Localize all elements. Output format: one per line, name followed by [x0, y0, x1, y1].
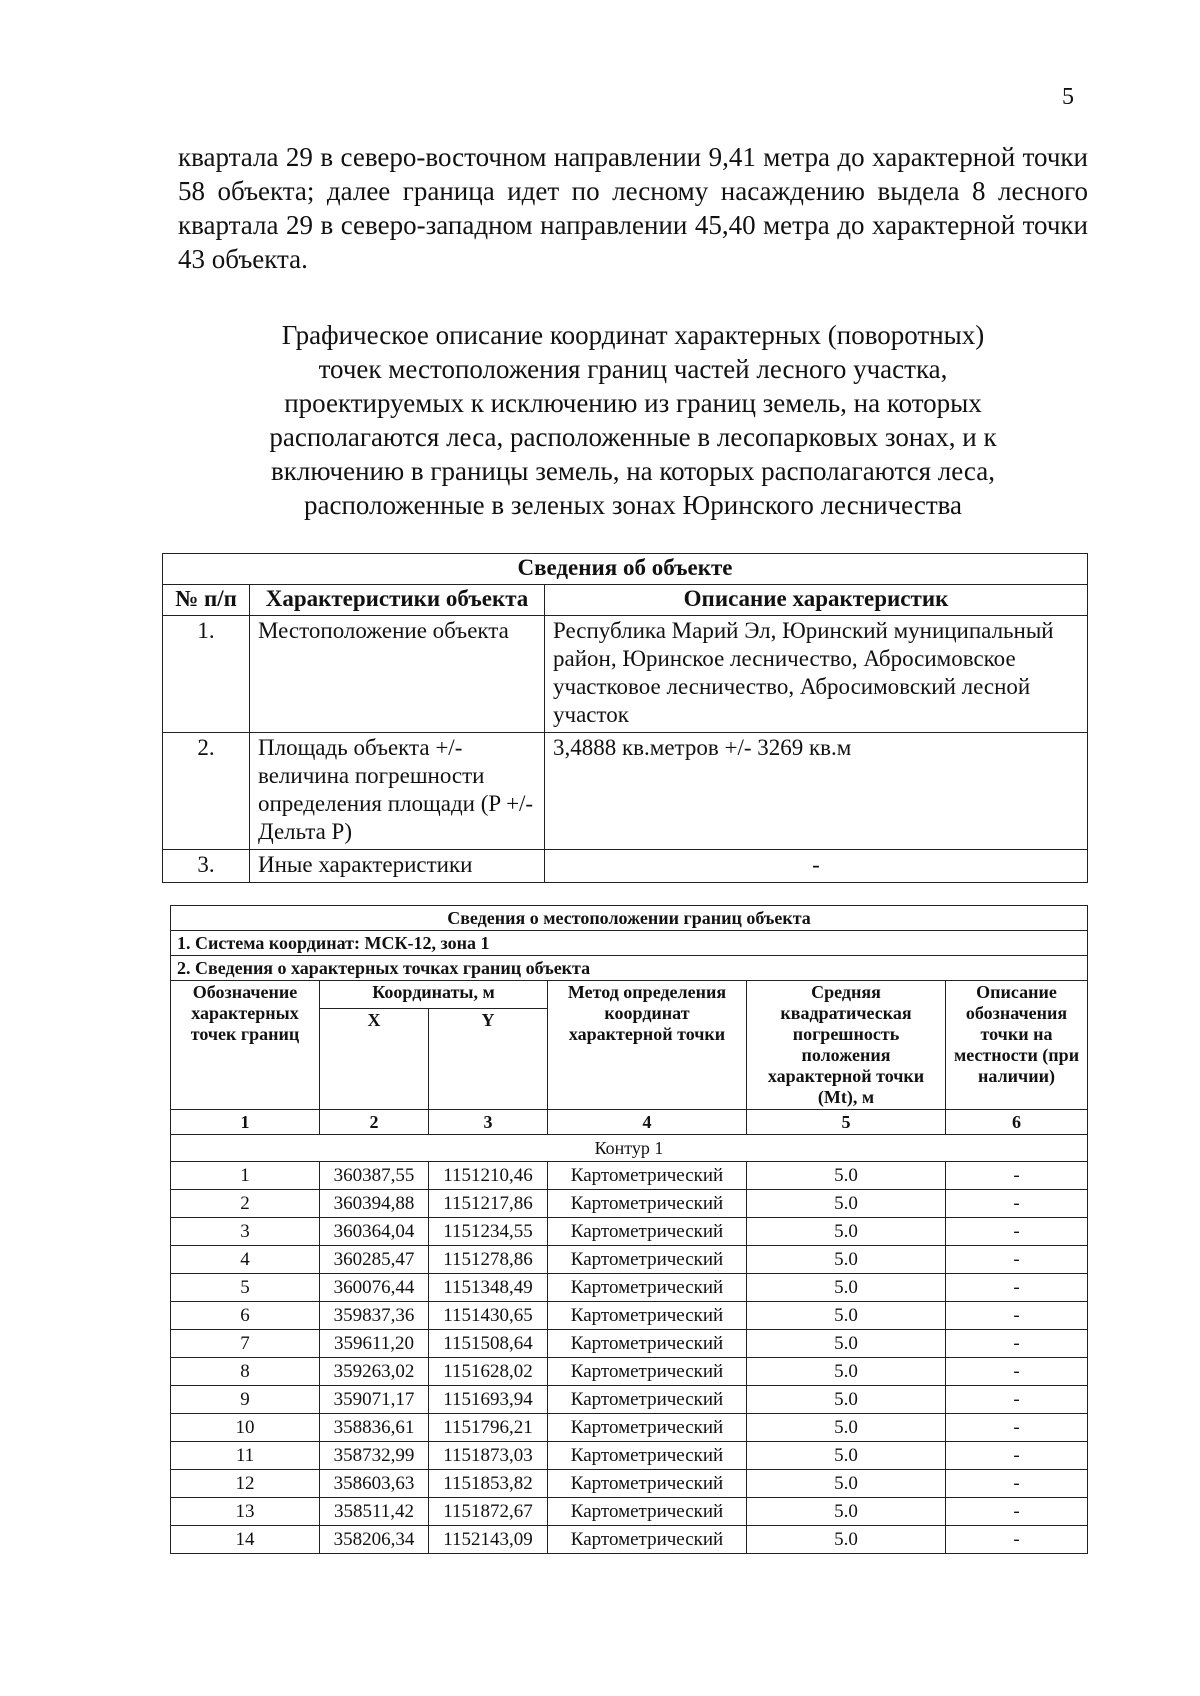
table-row [171, 1162, 1088, 1190]
method-cell: Картометрический [548, 1162, 747, 1190]
point-id-cell: 13 [171, 1498, 320, 1526]
x-coordinate-cell: 358511,42 [320, 1498, 429, 1526]
x-coordinate-cell: 359071,17 [320, 1386, 429, 1414]
point-description-cell: - [946, 1246, 1088, 1274]
point-description-cell: - [946, 1218, 1088, 1246]
x-coordinate-cell: 360387,55 [320, 1162, 429, 1190]
x-coordinate-cell: 359263,02 [320, 1358, 429, 1386]
table-row [171, 1498, 1088, 1526]
row-description: 3,4888 кв.метров +/- 3269 кв.м [545, 733, 1088, 850]
contour-label: Контур 1 [171, 1135, 1088, 1162]
point-id-cell: 10 [171, 1414, 320, 1442]
header-x: X [320, 1009, 429, 1110]
point-description-cell: - [946, 1498, 1088, 1526]
table-row [171, 1470, 1088, 1498]
point-id-cell: 1 [171, 1162, 320, 1190]
error-cell: 5.0 [747, 1526, 946, 1554]
point-description-cell: - [946, 1386, 1088, 1414]
x-coordinate-cell: 358836,61 [320, 1414, 429, 1442]
method-cell: Картометрический [548, 1414, 747, 1442]
error-cell: 5.0 [747, 1274, 946, 1302]
header-error: Средняя квадратическая погрешность положения характерной точки (Mt), м [747, 981, 946, 1110]
section-title-line: включению в границы земель, на которых располагаются леса, [271, 456, 995, 486]
row-num: 3. [163, 850, 250, 883]
object-row [163, 616, 1088, 733]
table-row [171, 1526, 1088, 1554]
table-row [171, 1190, 1088, 1218]
x-coordinate-cell: 358732,99 [320, 1442, 429, 1470]
method-cell: Картометрический [548, 1218, 747, 1246]
points-info-label: 2. Сведения о характерных точках границ объекта [171, 956, 1088, 981]
y-coordinate-cell: 1151234,55 [429, 1218, 548, 1246]
x-coordinate-cell: 360394,88 [320, 1190, 429, 1218]
error-cell: 5.0 [747, 1218, 946, 1246]
table-row [171, 1246, 1088, 1274]
boundary-table-title: Сведения о местоположении границ объекта [171, 906, 1088, 931]
row-description: Республика Марий Эл, Юринский муниципальный район, Юринское лесничество, Абросимовское участковое лесничество, Абросимовский лесной участок [545, 616, 1088, 733]
y-coordinate-cell: 1151873,03 [429, 1442, 548, 1470]
error-cell: 5.0 [747, 1414, 946, 1442]
y-coordinate-cell: 1151217,86 [429, 1190, 548, 1218]
row-characteristic: Иные характеристики [250, 850, 545, 883]
row-characteristic: Местоположение объекта [250, 616, 545, 733]
coord-system-label: 1. Система координат: МСК-12, зона 1 [171, 931, 1088, 956]
y-coordinate-cell: 1151796,21 [429, 1414, 548, 1442]
point-description-cell: - [946, 1442, 1088, 1470]
method-cell: Картометрический [548, 1498, 747, 1526]
error-cell: 5.0 [747, 1190, 946, 1218]
column-index: 6 [946, 1110, 1088, 1135]
section-title-line: расположенные в зеленых зонах Юринского лесничества [304, 490, 962, 520]
header-point-description: Описание обозначения точки на местности (при наличии) [946, 981, 1088, 1110]
row-num: 2. [163, 733, 250, 850]
method-cell: Картометрический [548, 1302, 747, 1330]
table-row [171, 1414, 1088, 1442]
y-coordinate-cell: 1151872,67 [429, 1498, 548, 1526]
boundary-table [170, 905, 1088, 1554]
header-num: № п/п [163, 585, 250, 616]
table-row [171, 1302, 1088, 1330]
point-description-cell: - [946, 1162, 1088, 1190]
x-coordinate-cell: 358603,63 [320, 1470, 429, 1498]
error-cell: 5.0 [747, 1302, 946, 1330]
y-coordinate-cell: 1151348,49 [429, 1274, 548, 1302]
y-coordinate-cell: 1151210,46 [429, 1162, 548, 1190]
y-coordinate-cell: 1151628,02 [429, 1358, 548, 1386]
row-characteristic: Площадь объекта +/- величина погрешности определения площади (P +/-Дельта P) [250, 733, 545, 850]
intro-paragraph: квартала 29 в северо-восточном направлении 9,41 метра до характерной точки 58 объекта; далее граница идет по лесному насаждению выдела 8 лесного квартала 29 в северо-западном направлении 45,40 метра до характерной точки 43 объекта. [178, 142, 1088, 274]
point-id-cell: 5 [171, 1274, 320, 1302]
y-coordinate-cell: 1151278,86 [429, 1246, 548, 1274]
error-cell: 5.0 [747, 1442, 946, 1470]
page-number: 5 [1062, 84, 1074, 110]
point-id-cell: 8 [171, 1358, 320, 1386]
y-coordinate-cell: 1151430,65 [429, 1302, 548, 1330]
method-cell: Картометрический [548, 1246, 747, 1274]
point-description-cell: - [946, 1470, 1088, 1498]
method-cell: Картометрический [548, 1442, 747, 1470]
header-coordinates: Координаты, м [320, 981, 548, 1009]
row-num: 1. [163, 616, 250, 733]
section-title-line: проектируемых к исключению из границ земель, на которых [284, 388, 982, 418]
method-cell: Картометрический [548, 1190, 747, 1218]
column-index: 4 [548, 1110, 747, 1135]
y-coordinate-cell: 1152143,09 [429, 1526, 548, 1554]
table-row [171, 1442, 1088, 1470]
point-id-cell: 7 [171, 1330, 320, 1358]
point-id-cell: 9 [171, 1386, 320, 1414]
object-row [163, 850, 1088, 883]
error-cell: 5.0 [747, 1246, 946, 1274]
error-cell: 5.0 [747, 1386, 946, 1414]
error-cell: 5.0 [747, 1498, 946, 1526]
x-coordinate-cell: 358206,34 [320, 1526, 429, 1554]
method-cell: Картометрический [548, 1386, 747, 1414]
method-cell: Картометрический [548, 1470, 747, 1498]
error-cell: 5.0 [747, 1358, 946, 1386]
x-coordinate-cell: 359611,20 [320, 1330, 429, 1358]
x-coordinate-cell: 360285,47 [320, 1246, 429, 1274]
x-coordinate-cell: 360364,04 [320, 1218, 429, 1246]
header-designation: Обозначение характерных точек границ [171, 981, 320, 1110]
table-row [171, 1218, 1088, 1246]
method-cell: Картометрический [548, 1330, 747, 1358]
method-cell: Картометрический [548, 1526, 747, 1554]
point-id-cell: 11 [171, 1442, 320, 1470]
header-method: Метод определения координат характерной точки [548, 981, 747, 1110]
point-description-cell: - [946, 1526, 1088, 1554]
point-id-cell: 2 [171, 1190, 320, 1218]
x-coordinate-cell: 360076,44 [320, 1274, 429, 1302]
section-title-line: точек местоположения границ частей лесного участка, [318, 354, 948, 384]
point-description-cell: - [946, 1302, 1088, 1330]
method-cell: Картометрический [548, 1358, 747, 1386]
object-table-title: Сведения об объекте [163, 554, 1088, 585]
row-description: - [545, 850, 1088, 883]
point-description-cell: - [946, 1330, 1088, 1358]
point-description-cell: - [946, 1190, 1088, 1218]
x-coordinate-cell: 359837,36 [320, 1302, 429, 1330]
error-cell: 5.0 [747, 1162, 946, 1190]
point-id-cell: 6 [171, 1302, 320, 1330]
point-id-cell: 14 [171, 1526, 320, 1554]
section-title [178, 318, 1088, 522]
point-id-cell: 12 [171, 1470, 320, 1498]
point-description-cell: - [946, 1414, 1088, 1442]
point-description-cell: - [946, 1358, 1088, 1386]
object-info-table [162, 553, 1088, 883]
y-coordinate-cell: 1151508,64 [429, 1330, 548, 1358]
section-title-line: Графическое описание координат характерных (поворотных) [281, 320, 985, 350]
table-row [171, 1386, 1088, 1414]
column-index: 3 [429, 1110, 548, 1135]
point-id-cell: 3 [171, 1218, 320, 1246]
object-row [163, 733, 1088, 850]
point-description-cell: - [946, 1274, 1088, 1302]
column-index: 2 [320, 1110, 429, 1135]
y-coordinate-cell: 1151693,94 [429, 1386, 548, 1414]
header-y: Y [429, 1009, 548, 1110]
column-index: 1 [171, 1110, 320, 1135]
point-id-cell: 4 [171, 1246, 320, 1274]
error-cell: 5.0 [747, 1330, 946, 1358]
table-row [171, 1274, 1088, 1302]
method-cell: Картометрический [548, 1274, 747, 1302]
y-coordinate-cell: 1151853,82 [429, 1470, 548, 1498]
header-description: Описание характеристик [545, 585, 1088, 616]
table-row [171, 1358, 1088, 1386]
header-characteristic: Характеристики объекта [250, 585, 545, 616]
error-cell: 5.0 [747, 1470, 946, 1498]
table-row [171, 1330, 1088, 1358]
column-index: 5 [747, 1110, 946, 1135]
section-title-line: располагаются леса, расположенные в лесопарковых зонах, и к [269, 422, 997, 452]
